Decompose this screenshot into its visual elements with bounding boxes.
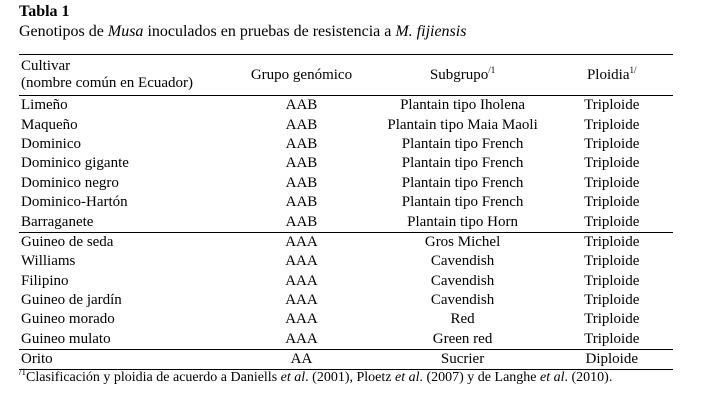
header-subgrupo-sup: /1	[488, 64, 496, 75]
cell-grupo: AAA	[285, 233, 318, 250]
cell-cultivar: Williams	[21, 253, 76, 270]
cell-cultivar: Dominico gigante	[21, 155, 129, 172]
table-row	[19, 135, 673, 154]
header-cultivar-line1: Cultivar	[21, 58, 71, 74]
table-row	[19, 174, 673, 193]
cell-grupo: AAA	[285, 292, 318, 309]
cell-ploidia: Triploide	[584, 253, 640, 270]
table-title: Tabla 1	[19, 3, 70, 20]
footnote-etal-2: et al	[394, 370, 420, 385]
cell-ploidia: Triploide	[584, 174, 640, 191]
cell-subgrupo: Plantain tipo Horn	[375, 212, 551, 232]
table-row	[19, 252, 673, 271]
header-ploidia	[550, 55, 673, 96]
cell-ploidia: Triploide	[584, 155, 640, 172]
caption-text-2: inoculados en pruebas de resistencia a	[143, 23, 396, 40]
header-cultivar	[19, 55, 228, 96]
caption-text-1: Genotipos de	[19, 23, 108, 40]
cell-cultivar: Orito	[19, 350, 228, 370]
caption-genus: Musa	[107, 23, 144, 40]
table-row	[19, 310, 673, 329]
table-row	[19, 193, 673, 212]
cell-cultivar: Dominico negro	[21, 174, 119, 191]
header-subgrupo-label: Subgrupo	[429, 66, 489, 83]
cell-ploidia: Triploide	[584, 135, 640, 152]
cell-ploidia: Triploide	[584, 292, 640, 309]
cell-ploidia: Triploide	[584, 97, 640, 114]
footnote-marker: /1	[19, 367, 27, 377]
table-footnote	[19, 369, 612, 387]
cell-grupo: AAB	[228, 212, 374, 232]
cell-subgrupo: Green red	[375, 330, 551, 350]
cell-cultivar: Limeño	[21, 97, 68, 114]
cell-grupo: AAA	[285, 272, 318, 289]
cell-ploidia: Diploide	[550, 350, 673, 370]
cell-cultivar: Guineo de seda	[21, 233, 114, 250]
cell-subgrupo: Plantain tipo French	[401, 194, 524, 211]
cell-subgrupo: Sucrier	[375, 350, 551, 370]
cell-grupo: AAB	[285, 155, 318, 172]
table-row	[19, 291, 673, 310]
footnote-text-4: . (2010).	[564, 370, 613, 385]
table-row	[19, 232, 673, 252]
cell-cultivar: Filipino	[21, 272, 69, 289]
cell-cultivar: Guineo morado	[21, 311, 115, 328]
cell-cultivar: Maqueño	[21, 116, 78, 133]
cell-ploidia: Triploide	[584, 272, 640, 289]
footnote-etal-1: et al	[280, 370, 306, 385]
cell-subgrupo: Gros Michel	[424, 233, 501, 250]
cell-grupo: AAA	[228, 330, 374, 350]
table-row	[19, 212, 673, 232]
cell-grupo: AAB	[285, 194, 318, 211]
cell-subgrupo: Plantain tipo French	[401, 135, 524, 152]
cell-grupo: AAB	[285, 116, 318, 133]
cell-ploidia: Triploide	[584, 311, 640, 328]
cell-ploidia: Triploide	[550, 212, 673, 232]
table-row	[19, 350, 673, 370]
header-ploidia-sup: 1/	[629, 64, 637, 75]
cell-subgrupo: Plantain tipo French	[401, 174, 524, 191]
table-row	[19, 96, 673, 116]
cell-grupo: AAB	[285, 135, 318, 152]
cell-grupo: AAA	[285, 253, 318, 270]
footnote-text-2: . (2001), Ploetz	[305, 370, 395, 385]
table-row	[19, 330, 673, 350]
cell-subgrupo: Cavendish	[430, 292, 495, 309]
cell-subgrupo: Cavendish	[430, 272, 495, 289]
cell-grupo: AA	[228, 350, 374, 370]
footnote-text-3: . (2007) y de Langhe	[419, 370, 541, 385]
cell-grupo: AAB	[285, 97, 318, 114]
cell-subgrupo: Cavendish	[430, 253, 495, 270]
header-row	[19, 55, 673, 96]
cell-cultivar: Dominico	[21, 135, 81, 152]
cell-grupo: AAB	[285, 174, 318, 191]
cell-ploidia: Triploide	[584, 116, 640, 133]
footnote-text-1: Clasificación y ploidia de acuerdo a Daniells	[26, 370, 281, 385]
caption-species: M. fijiensis	[395, 23, 467, 40]
cell-subgrupo: Red	[450, 311, 475, 328]
cell-grupo: AAA	[285, 311, 318, 328]
cell-subgrupo: Plantain tipo Maia Maoli	[387, 116, 538, 133]
table-row	[19, 272, 673, 291]
header-cultivar-line2: (nombre común en Ecuador)	[21, 75, 194, 91]
footnote-etal-3: et al	[540, 370, 565, 385]
table-row	[19, 154, 673, 173]
cell-ploidia: Triploide	[584, 194, 640, 211]
cell-ploidia: Triploide	[550, 330, 673, 350]
cell-cultivar: Dominico-Hartón	[21, 194, 128, 211]
header-subgrupo	[375, 55, 551, 96]
cell-subgrupo: Plantain tipo Iholena	[400, 97, 526, 114]
table-caption	[19, 22, 466, 42]
header-ploidia-label: Ploidia	[586, 66, 630, 83]
cell-subgrupo: Plantain tipo French	[401, 155, 524, 172]
table-row	[19, 115, 673, 134]
cell-cultivar: Guineo mulato	[19, 330, 228, 350]
cell-cultivar: Guineo de jardín	[21, 292, 122, 309]
genotypes-table	[19, 54, 673, 370]
cell-ploidia: Triploide	[584, 233, 640, 250]
header-grupo: Grupo genómico	[228, 55, 374, 96]
cell-cultivar: Barraganete	[19, 212, 228, 232]
